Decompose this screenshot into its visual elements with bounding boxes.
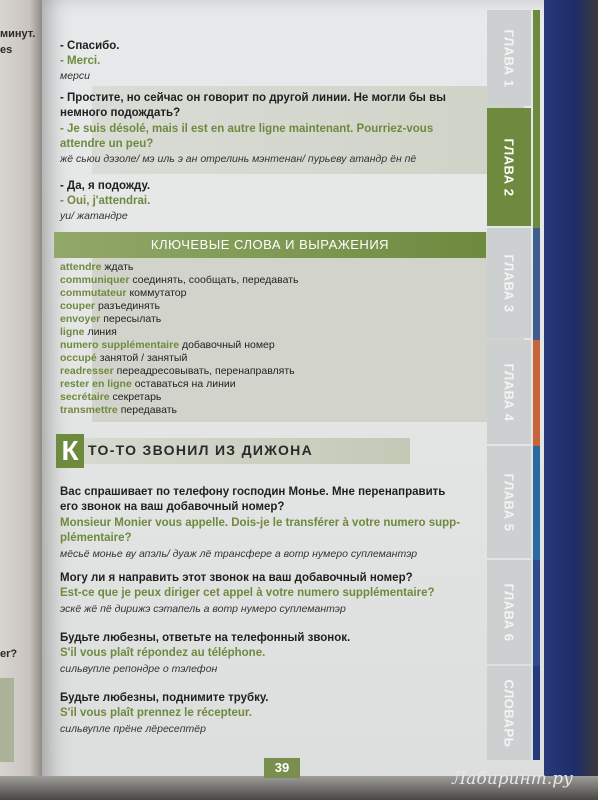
phrase-transcription-line: сильвупле прёне лёресептёр [60, 723, 206, 735]
keyword-meaning: коммутатор [129, 287, 187, 299]
phrase-russian-line: Вас спрашивает по телефону господин Монье. Мне перенаправить [60, 486, 446, 498]
dialog-transcription-line: жё сьюи дэзоле/ мэ иль э ан отрелинь мэнтенан/ пурьеву атандр ён пё [60, 153, 417, 165]
tab-chapter-5[interactable]: ГЛАВА 5 [487, 446, 531, 558]
page-number: 39 [264, 758, 300, 778]
phrase-french-line: plémentaire? [60, 532, 132, 544]
phrase-french-line: S'il vous plaît prennez le récepteur. [60, 707, 252, 719]
keyword-meaning: занятой / занятый [99, 352, 188, 364]
phrase-transcription-line: эскё жё пё дирижэ сэтапель а вотр нумеро суплемантэр [60, 603, 346, 615]
section-initial-letter: К [56, 434, 84, 468]
keyword-meaning: передавать [120, 404, 177, 416]
tab-edge-stripe [533, 340, 540, 446]
keyword-item [60, 404, 177, 416]
keyword-meaning: ждать [104, 261, 134, 273]
phrase-russian-line: Будьте любезны, ответьте на телефонный звонок. [60, 632, 351, 644]
keyword-term: ligne [60, 326, 85, 338]
keyword-item [60, 300, 160, 312]
chapter-tabs [487, 0, 543, 760]
keyword-item [60, 261, 133, 273]
left-page-fragment: es [0, 44, 13, 56]
phrase-russian-line: его звонок на ваш добавочный номер? [60, 501, 285, 513]
keyword-term: transmettre [60, 404, 118, 416]
keyword-term: communiquer [60, 274, 130, 286]
keyword-item [60, 274, 298, 286]
dialog-russian-line: немного подождать? [60, 107, 181, 119]
keyword-item [60, 339, 275, 351]
phrase-transcription-line: мёсьё монье ву апэль/ дуаж лё трансфере а вотр нумеро суплемантэр [60, 548, 418, 560]
keyword-term: couper [60, 300, 96, 312]
left-page-green-box [0, 678, 14, 762]
keyword-meaning: разъединять [97, 300, 161, 312]
keyword-term: commutateur [60, 287, 127, 299]
phrase-russian-line: Будьте любезны, поднимите трубку. [60, 692, 269, 704]
tab-edge-stripe [533, 666, 540, 760]
left-page-fragment: er? [0, 648, 18, 660]
keyword-meaning: секретарь [112, 391, 162, 403]
dialog-russian-line: - Спасибо. [60, 40, 120, 52]
tab-edge-stripe [533, 10, 540, 228]
keyword-term: occupé [60, 352, 97, 364]
dialog-french-line: - Je suis désolé, mais il est en autre ligne maintenant. Pourriez-vous [60, 123, 434, 135]
keyword-item [60, 287, 186, 299]
keyword-meaning: линия [87, 326, 117, 338]
left-page-edge [0, 0, 42, 800]
left-page-fragment: минут. [0, 28, 36, 40]
keyword-meaning: пересылать [103, 313, 162, 325]
tab-edge-stripe [533, 560, 540, 666]
dialog-french-line: - Oui, j'attendrai. [60, 195, 151, 207]
book-cover-edge [540, 0, 598, 800]
keyword-meaning: оставаться на линии [134, 378, 236, 390]
keyword-item [60, 365, 295, 377]
dialog-russian-line: - Да, я подожду. [60, 180, 151, 192]
tab-edge-stripe [533, 228, 540, 340]
tab-chapter-6[interactable]: ГЛАВА 6 [487, 560, 531, 664]
keyword-term: numero supplémentaire [60, 339, 180, 351]
tab-chapter-3[interactable]: ГЛАВА 3 [487, 228, 531, 338]
keyword-meaning: переадресовывать, перенаправлять [116, 365, 295, 377]
tab-dictionary[interactable]: СЛОВАРЬ [487, 666, 531, 760]
phrase-transcription-line: сильвупле репондре о тэлефон [60, 663, 218, 675]
keyword-item [60, 326, 117, 338]
tab-edge-stripe [533, 446, 540, 560]
section-title: ТО-ТО ЗВОНИЛ ИЗ ДИЖОНА [88, 442, 313, 458]
keywords-heading: КЛЮЧЕВЫЕ СЛОВА И ВЫРАЖЕНИЯ [54, 232, 486, 258]
dialog-transcription-line: мерси [60, 70, 90, 82]
keyword-term: readresser [60, 365, 114, 377]
watermark: Лабиринт.ру [452, 769, 573, 789]
keyword-item [60, 352, 187, 364]
keyword-meaning: добавочный номер [181, 339, 275, 351]
tab-chapter-1[interactable]: ГЛАВА 1 [487, 10, 531, 106]
keyword-item [60, 378, 236, 390]
dialog-french-line: - Merci. [60, 55, 101, 67]
phrase-french-line: Monsieur Monier vous appelle. Dois-je le transférer à votre numero supp- [60, 517, 461, 529]
phrase-russian-line: Могу ли я направить этот звонок на ваш добавочный номер? [60, 572, 413, 584]
keyword-item [60, 313, 161, 325]
phrase-french-line: S'il vous plaît répondez au téléphone. [60, 647, 266, 659]
keyword-item [60, 391, 161, 403]
dialog-french-line: attendre un peu? [60, 138, 154, 150]
keyword-term: secrétaire [60, 391, 110, 403]
phrase-french-line: Est-ce que je peux diriger cet appel à votre numero supplémentaire? [60, 587, 435, 599]
keyword-term: rester en ligne [60, 378, 132, 390]
tab-chapter-4[interactable]: ГЛАВА 4 [487, 340, 531, 444]
dialog-transcription-line: уи/ жатандре [60, 210, 128, 222]
keyword-term: attendre [60, 261, 102, 273]
keyword-meaning: соединять, сообщать, передавать [132, 274, 299, 286]
keyword-term: envoyer [60, 313, 101, 325]
dialog-russian-line: - Простите, но сейчас он говорит по другой линии. Не могли бы вы [60, 92, 446, 104]
tab-chapter-2[interactable]: ГЛАВА 2 [487, 108, 531, 226]
